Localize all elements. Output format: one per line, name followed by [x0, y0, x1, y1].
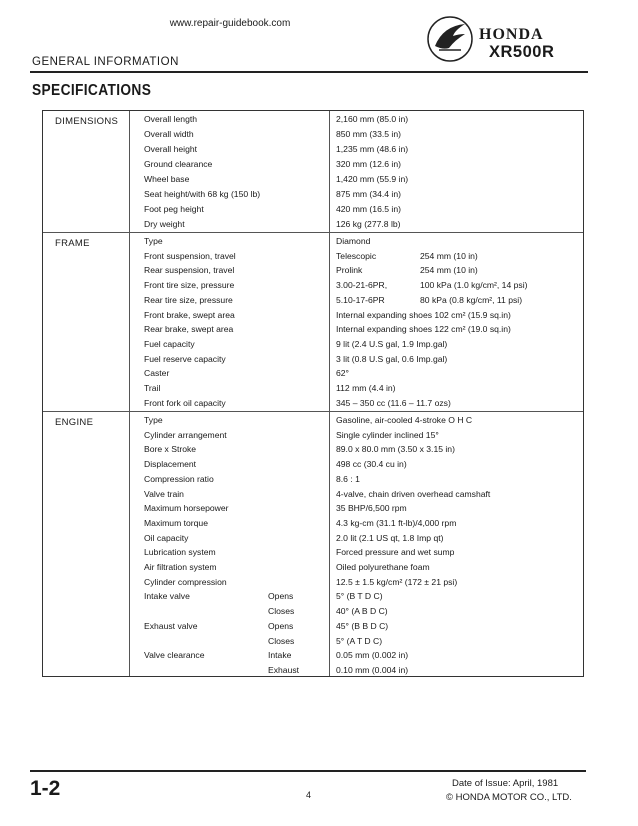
table-row	[43, 352, 583, 367]
spec-value: 0.10 mm (0.004 in)	[336, 664, 409, 675]
spec-value: 4.3 kg-cm (31.1 ft-lb)/4,000 rpm	[336, 517, 457, 528]
spec-value: 12.5 ± 1.5 kg/cm² (172 ± 21 psi)	[336, 576, 458, 587]
table-row	[43, 487, 583, 502]
table-row	[43, 142, 583, 157]
spec-value: 1,420 mm (55.9 in)	[336, 174, 409, 184]
table-row	[43, 366, 583, 381]
spec-label: Front suspension, travel	[144, 250, 236, 261]
page-title: SPECIFICATIONS	[32, 82, 152, 99]
spec-value: 126 kg (277.8 lb)	[336, 219, 401, 229]
spec-label: Trail	[144, 383, 161, 393]
specifications-table	[42, 110, 584, 677]
spec-value: Internal expanding shoes 102 cm² (15.9 sq.in)	[336, 309, 511, 320]
sheet-number: 4	[306, 790, 312, 800]
table-row	[43, 172, 583, 187]
table-row	[43, 381, 583, 396]
spec-value: 875 mm (34.4 in)	[336, 189, 401, 199]
spec-value: 5.10-17-6PR	[336, 294, 385, 305]
spec-label: Overall length	[144, 114, 198, 124]
spec-label: Dry weight	[144, 219, 185, 229]
table-row	[43, 428, 583, 443]
spec-label: Fuel capacity	[144, 338, 195, 349]
spec-sub-label: Opens	[268, 591, 294, 602]
table-row	[43, 396, 583, 411]
spec-value: 5° (B T D C)	[336, 591, 383, 602]
copyright: © HONDA MOTOR CO., LTD.	[446, 792, 572, 803]
spec-value: Prolink	[336, 265, 363, 276]
table-row	[43, 322, 583, 337]
spec-label: Valve train	[144, 488, 184, 499]
spec-label: Rear tire size, pressure	[144, 294, 233, 305]
spec-sub-label: Closes	[268, 606, 295, 617]
spec-value: 2,160 mm (85.0 in)	[336, 114, 409, 124]
table-row	[43, 560, 583, 575]
spec-value: 4-valve, chain driven overhead camshaft	[336, 488, 491, 499]
spec-value: 5° (A T D C)	[336, 635, 383, 646]
spec-value: 0.05 mm (0.002 in)	[336, 650, 409, 661]
spec-value: Diamond	[336, 236, 371, 246]
table-row	[43, 472, 583, 487]
table-row	[43, 337, 583, 352]
spec-label: Rear suspension, travel	[144, 265, 235, 276]
spec-value: 40° (A B D C)	[336, 606, 388, 617]
spec-value: 112 mm (4.4 in)	[336, 383, 396, 393]
spec-value: 8.6 : 1	[336, 473, 360, 484]
spec-value: 9 lit (2.4 U.S gal, 1.9 Imp.gal)	[336, 338, 448, 349]
spec-label: Cylinder arrangement	[144, 429, 227, 440]
table-row	[43, 545, 583, 560]
model-name: XR500R	[489, 43, 555, 61]
table-row	[43, 127, 583, 142]
group-divider	[43, 232, 583, 233]
source-url: www.repair-guidebook.com	[169, 18, 291, 29]
spec-sub-label: Opens	[268, 620, 294, 631]
page-number: 1-2	[30, 777, 61, 800]
spec-label: Type	[144, 236, 163, 246]
spec-value: Gasoline, air-cooled 4-stroke O H C	[336, 415, 473, 425]
spec-label: Lubrication system	[144, 547, 216, 558]
table-row	[43, 501, 583, 516]
table-row	[43, 263, 583, 278]
spec-label: Type	[144, 415, 163, 425]
spec-sub-label: Exhaust	[268, 664, 300, 675]
spec-label: Overall width	[144, 129, 194, 139]
table-row	[43, 516, 583, 531]
spec-value: 345 – 350 cc (11.6 – 11.7 ozs)	[336, 397, 451, 408]
spec-label: Exhaust valve	[144, 620, 198, 631]
table-row	[43, 249, 583, 264]
spec-label: Front fork oil capacity	[144, 397, 226, 408]
issue-date: Date of Issue: April, 1981	[452, 778, 559, 789]
spec-value: 498 cc (30.4 cu in)	[336, 459, 407, 470]
table-row	[43, 575, 583, 590]
table-row	[43, 619, 583, 634]
spec-value: 62°	[336, 368, 349, 379]
spec-label: Front tire size, pressure	[144, 280, 235, 291]
section-title: GENERAL INFORMATION	[32, 56, 179, 68]
table-row	[43, 648, 583, 663]
brand-name: HONDA	[479, 26, 544, 43]
spec-value-2: 80 kPa (0.8 kg/cm², 11 psi)	[420, 294, 523, 305]
spec-value: 45° (B B D C)	[336, 620, 389, 631]
group-label-dimensions: DIMENSIONS	[55, 116, 119, 127]
spec-label: Valve clearance	[144, 650, 205, 661]
table-row	[43, 531, 583, 546]
table-row	[43, 278, 583, 293]
spec-value: Single cylinder inclined 15°	[336, 429, 439, 440]
spec-value: Telescopic	[336, 250, 377, 261]
spec-label: Maximum torque	[144, 517, 208, 528]
spec-value: 3 lit (0.8 U.S gal, 0.6 Imp.gal)	[336, 353, 448, 364]
spec-value-2: 254 mm (10 in)	[420, 250, 478, 261]
spec-value: 35 BHP/6,500 rpm	[336, 503, 407, 514]
table-row	[43, 457, 583, 472]
table-row	[43, 187, 583, 202]
table-row	[43, 112, 583, 127]
footer-rule	[30, 770, 586, 772]
table-row	[43, 217, 583, 232]
spec-label: Air filtration system	[144, 562, 217, 572]
spec-value: 3.00-21-6PR,	[336, 280, 388, 291]
wing-icon	[425, 14, 475, 64]
spec-value: 1,235 mm (48.6 in)	[336, 144, 409, 154]
spec-value: Forced pressure and wet sump	[336, 547, 455, 558]
spec-label: Caster	[144, 368, 170, 379]
spec-value: 2.0 lit (2.1 US qt, 1.8 Imp qt)	[336, 532, 444, 543]
table-row	[43, 604, 583, 619]
spec-label: Fuel reserve capacity	[144, 353, 226, 364]
group-divider	[43, 411, 583, 412]
table-row	[43, 442, 583, 457]
spec-label: Compression ratio	[144, 473, 214, 484]
table-row	[43, 202, 583, 217]
spec-value: 420 mm (16.5 in)	[336, 204, 401, 214]
table-row	[43, 663, 583, 678]
spec-sub-label: Closes	[268, 635, 295, 646]
table-row	[43, 413, 583, 428]
table-row	[43, 157, 583, 172]
header-rule	[30, 71, 588, 73]
group-label-frame: FRAME	[55, 238, 90, 249]
honda-logo	[425, 12, 585, 70]
table-row	[43, 234, 583, 249]
table-row	[43, 293, 583, 308]
spec-value: 89.0 x 80.0 mm (3.50 x 3.15 in)	[336, 444, 455, 455]
spec-value-2: 254 mm (10 in)	[420, 265, 478, 276]
spec-sub-label: Intake	[268, 650, 292, 661]
spec-label: Overall height	[144, 144, 198, 154]
spec-label: Bore x Stroke	[144, 444, 197, 455]
table-row	[43, 589, 583, 604]
spec-label: Rear brake, swept area	[144, 324, 234, 335]
spec-label: Intake valve	[144, 591, 190, 602]
spec-label: Displacement	[144, 459, 197, 470]
spec-label: Maximum horsepower	[144, 503, 229, 514]
spec-value: 850 mm (33.5 in)	[336, 129, 401, 139]
spec-label: Wheel base	[144, 174, 190, 184]
table-row	[43, 634, 583, 649]
group-label-engine: ENGINE	[55, 417, 94, 428]
spec-label: Front brake, swept area	[144, 309, 235, 320]
spec-value: Internal expanding shoes 122 cm² (19.0 sq.in)	[336, 324, 511, 335]
table-row	[43, 308, 583, 323]
spec-value-2: 100 kPa (1.0 kg/cm², 14 psi)	[420, 280, 528, 291]
spec-label: Foot peg height	[144, 204, 204, 214]
spec-label: Ground clearance	[144, 159, 213, 169]
spec-value: Oiled polyurethane foam	[336, 562, 430, 572]
spec-label: Cylinder compression	[144, 576, 227, 587]
spec-label: Oil capacity	[144, 532, 189, 543]
spec-value: 320 mm (12.6 in)	[336, 159, 401, 169]
spec-label: Seat height/with 68 kg (150 lb)	[144, 189, 261, 199]
